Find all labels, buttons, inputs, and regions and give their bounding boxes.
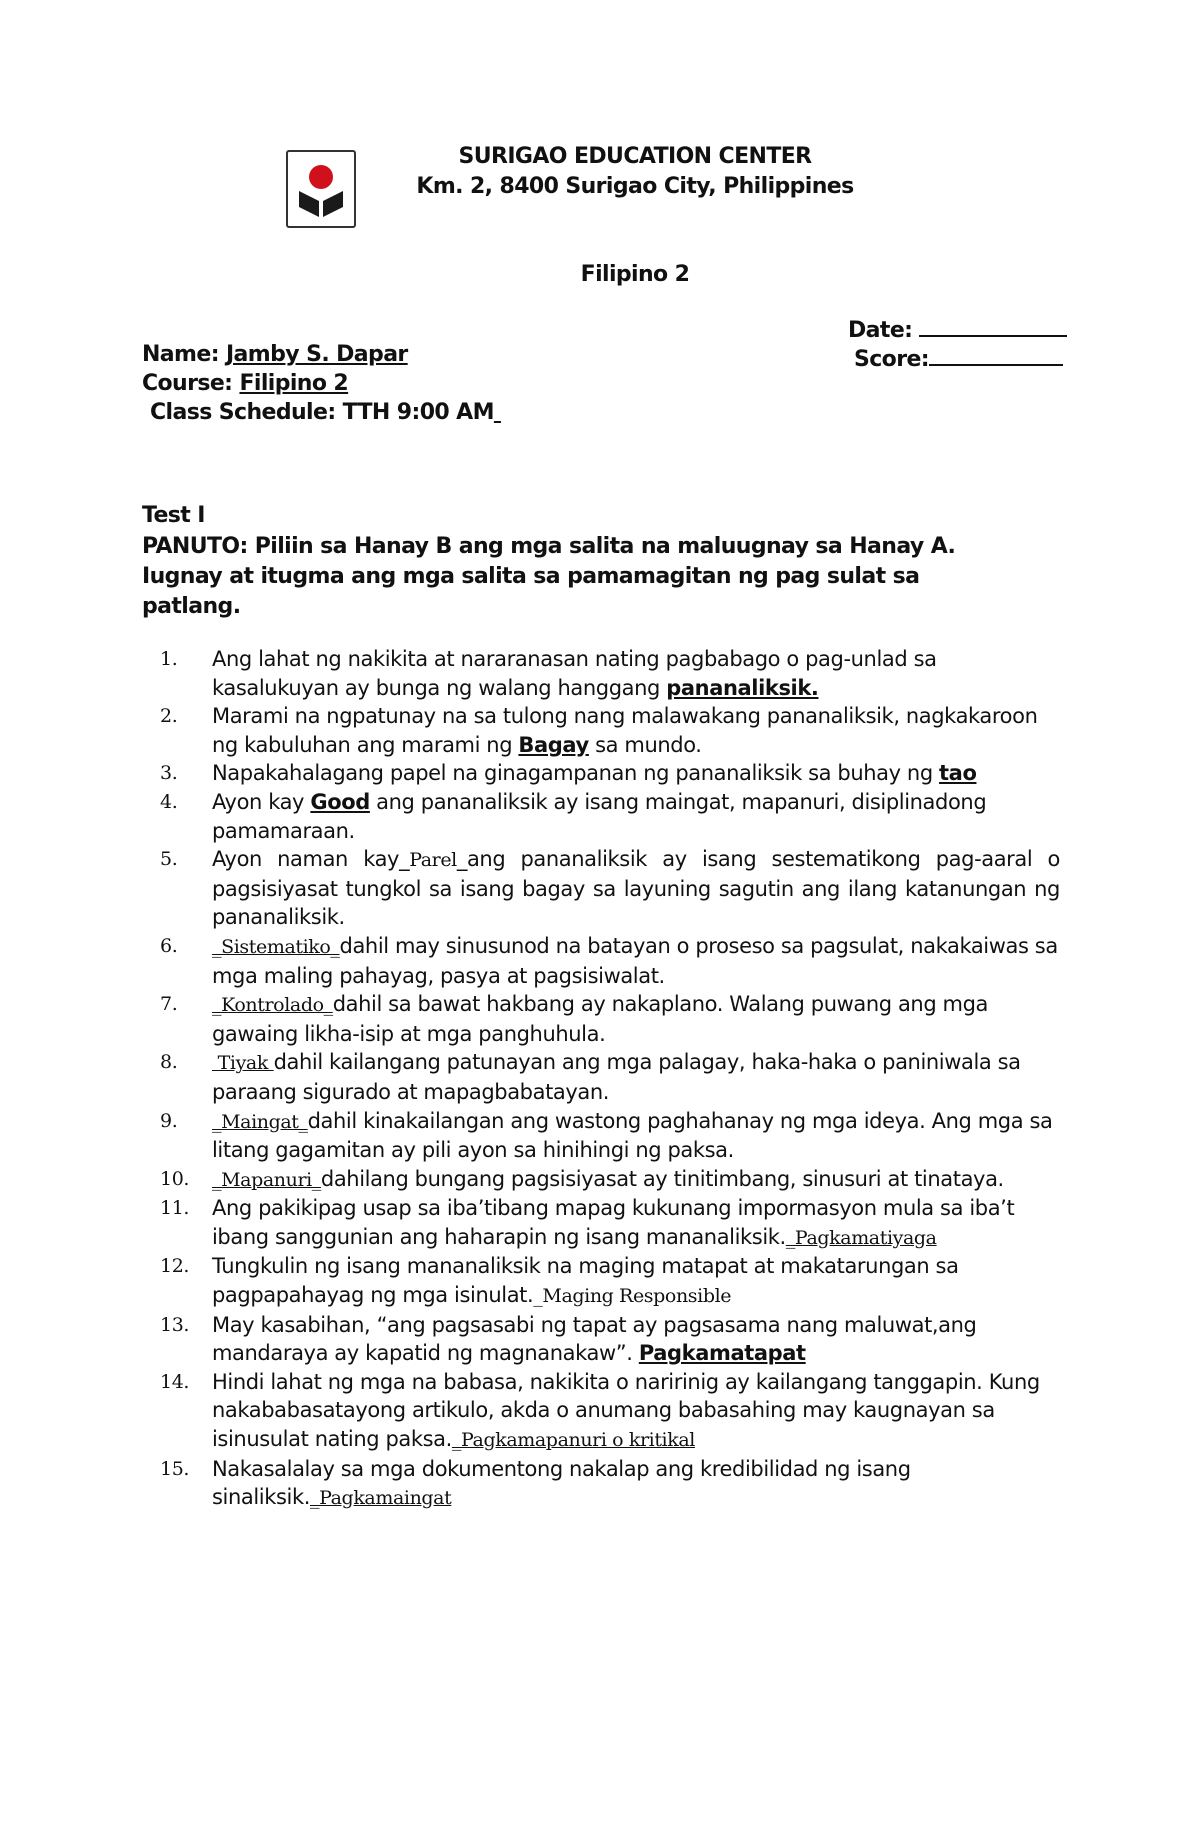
- course-label: Course:: [142, 371, 233, 396]
- schedule-line: [150, 400, 501, 425]
- name-line: [142, 342, 408, 367]
- score-label: Score:: [854, 347, 929, 372]
- item-answer: _Maingat_: [212, 1110, 308, 1133]
- list-item: [160, 932, 1060, 990]
- item-number: 4.: [160, 790, 178, 813]
- school-address: Km. 2, 8400 Surigao City, Philippines: [416, 174, 854, 199]
- item-answer: Bagay: [518, 732, 589, 757]
- item-answer: tao: [939, 761, 977, 786]
- item-number: 1.: [160, 648, 178, 670]
- list-item: [160, 702, 1060, 759]
- name-label: Name:: [142, 342, 219, 367]
- item-answer: _Pagkamaingat: [310, 1487, 452, 1510]
- item-number: 9.: [160, 1109, 178, 1132]
- item-text: May kasabihan, “ang pagsasabi ng tapat ay pagsasama nang maluwat,ang mandaraya ay kapatid ng magnanakaw”.: [212, 1312, 977, 1366]
- list-item: [160, 1311, 1060, 1368]
- date-label: Date:: [848, 318, 913, 343]
- item-answer: Pagkamatapat: [638, 1341, 806, 1366]
- subject-title: Filipino 2: [580, 262, 690, 287]
- item-text-after: dahilang bungang pagsisiyasat ay tinitimbang, sinusuri at tinataya.: [320, 1166, 1004, 1191]
- item-answer: _Pagkamapanuri o kritikal: [451, 1429, 695, 1452]
- item-answer: _Sistematiko_: [212, 935, 340, 958]
- score-blank: [929, 344, 1063, 366]
- item-text-after: _ang pananaliksik ay isang sestematikong pag-aaral o pagsisiyasat tungkol sa isang bagay sa layuning sagutin ang ilang katanungan ng pananaliksik.: [212, 847, 1060, 930]
- test-directions: PANUTO: Piliin sa Hanay B ang mga salita na maluugnay sa Hanay A. Iugnay at itugma ang mga salita sa pamamagitan ng pag sulat sa patlang.: [142, 534, 956, 619]
- item-text: Ang pakikipag usap sa iba’tibang mapag kukunang impormasyon mula sa iba’t ibang sanggunian ang haharapin ng isang mananaliksik.: [212, 1196, 1015, 1249]
- list-item: [160, 1107, 1060, 1165]
- list-item: [160, 1252, 1060, 1310]
- item-number: 11.: [160, 1197, 190, 1220]
- name-value: Jamby S. Dapar: [225, 342, 408, 367]
- score-line: [854, 344, 1063, 372]
- item-number: 6.: [160, 934, 178, 957]
- item-text: Hindi lahat ng mga na babasa, nakikita o naririnig ay kailangang tanggapin. Kung nakababasatayong artikulo, akda o anumang babasahing may kaugnayan sa isinusulat nating paksa.: [212, 1369, 1040, 1452]
- item-answer: _Mapanuri_: [212, 1168, 321, 1191]
- list-item: [160, 645, 1060, 702]
- item-text-after: dahil may sinusunod na batayan o proseso sa pagsulat, nakakaiwas sa mga maling pahayag, pasya at pagsisiwalat.: [212, 933, 1058, 988]
- item-text: Ayon kay: [212, 789, 311, 814]
- date-blank: [919, 315, 1067, 337]
- item-number: 12.: [160, 1255, 190, 1278]
- list-item: [160, 1368, 1060, 1455]
- item-answer: pananaliksik.: [666, 675, 819, 700]
- school-name: SURIGAO EDUCATION CENTER: [458, 144, 812, 169]
- item-text: Nakasalalay sa mga dokumentong nakalap ang kredibilidad ng isang sinaliksik.: [212, 1456, 911, 1510]
- item-number: 8.: [160, 1051, 178, 1074]
- item-number: 5.: [160, 848, 178, 871]
- schedule-label: Class Schedule:: [150, 400, 336, 425]
- item-answer: _Kontrolado_: [212, 994, 333, 1017]
- item-text-after: sa mundo.: [588, 732, 702, 757]
- item-answer: Good: [310, 789, 370, 814]
- item-answer: Tiyak: [212, 1052, 274, 1075]
- item-answer: Parel: [409, 849, 457, 872]
- list-item: [160, 759, 1060, 788]
- course-line: [142, 371, 348, 396]
- item-text-after: dahil kailangang patunayan ang mga palagay, haka-haka o paniniwala sa paraang sigurado at mapagbabatayan.: [212, 1050, 1021, 1104]
- test-title: Test I: [142, 503, 205, 528]
- item-number: 3.: [160, 762, 178, 785]
- list-item: [160, 845, 1060, 932]
- course-value: Filipino 2: [239, 371, 349, 396]
- list-item: [160, 1165, 1060, 1195]
- list-item: [160, 1455, 1060, 1513]
- list-item: [160, 990, 1060, 1048]
- list-item: [160, 1048, 1060, 1106]
- item-text-after: ang pananaliksik ay isang maingat, mapanuri, disiplinadong pamamaraan.: [212, 789, 987, 843]
- item-number: 13.: [160, 1313, 190, 1336]
- item-text: Ang lahat ng nakikita at nararanasan nating pagbabago o pag-unlad sa kasalukuyan ay bunga ng walang hanggang: [212, 647, 937, 700]
- list-item: [160, 788, 1060, 845]
- item-text: Napakahalagang papel na ginagampanan ng pananaliksik sa buhay ng: [212, 761, 940, 786]
- item-answer: _Maging Responsible: [533, 1285, 732, 1308]
- question-list: [160, 645, 1060, 1513]
- item-answer: _Pagkamatiyaga: [785, 1226, 937, 1249]
- item-text: Tungkulin ng isang mananaliksik na maging matapat at makatarungan sa pagpapahayag ng mga isinulat.: [212, 1254, 959, 1308]
- item-text-after: dahil sa bawat hakbang ay nakaplano. Walang puwang ang mga gawaing likha-isip at mga panghuhula.: [212, 992, 989, 1046]
- item-number: 7.: [160, 993, 178, 1016]
- school-header: [340, 142, 930, 202]
- date-line: [848, 315, 1067, 343]
- item-text: Marami na ngpatunay na sa tulong nang malawakang pananaliksik, nagkakaroon ng kabuluhan ang marami ng: [212, 704, 1038, 757]
- item-number: 14.: [160, 1370, 190, 1393]
- item-number: 15.: [160, 1457, 190, 1480]
- item-number: 2.: [160, 705, 178, 728]
- list-item: [160, 1194, 1060, 1252]
- schedule-value: TTH 9:00 AM: [342, 400, 494, 425]
- item-text: Ayon naman kay_: [212, 847, 410, 872]
- item-text-after: dahil kinakailangan ang wastong paghahanay ng mga ideya. Ang mga sa litang gagamitan ay pili ayon sa hinihingi ng paksa.: [212, 1108, 1053, 1163]
- item-number: 10.: [160, 1167, 190, 1190]
